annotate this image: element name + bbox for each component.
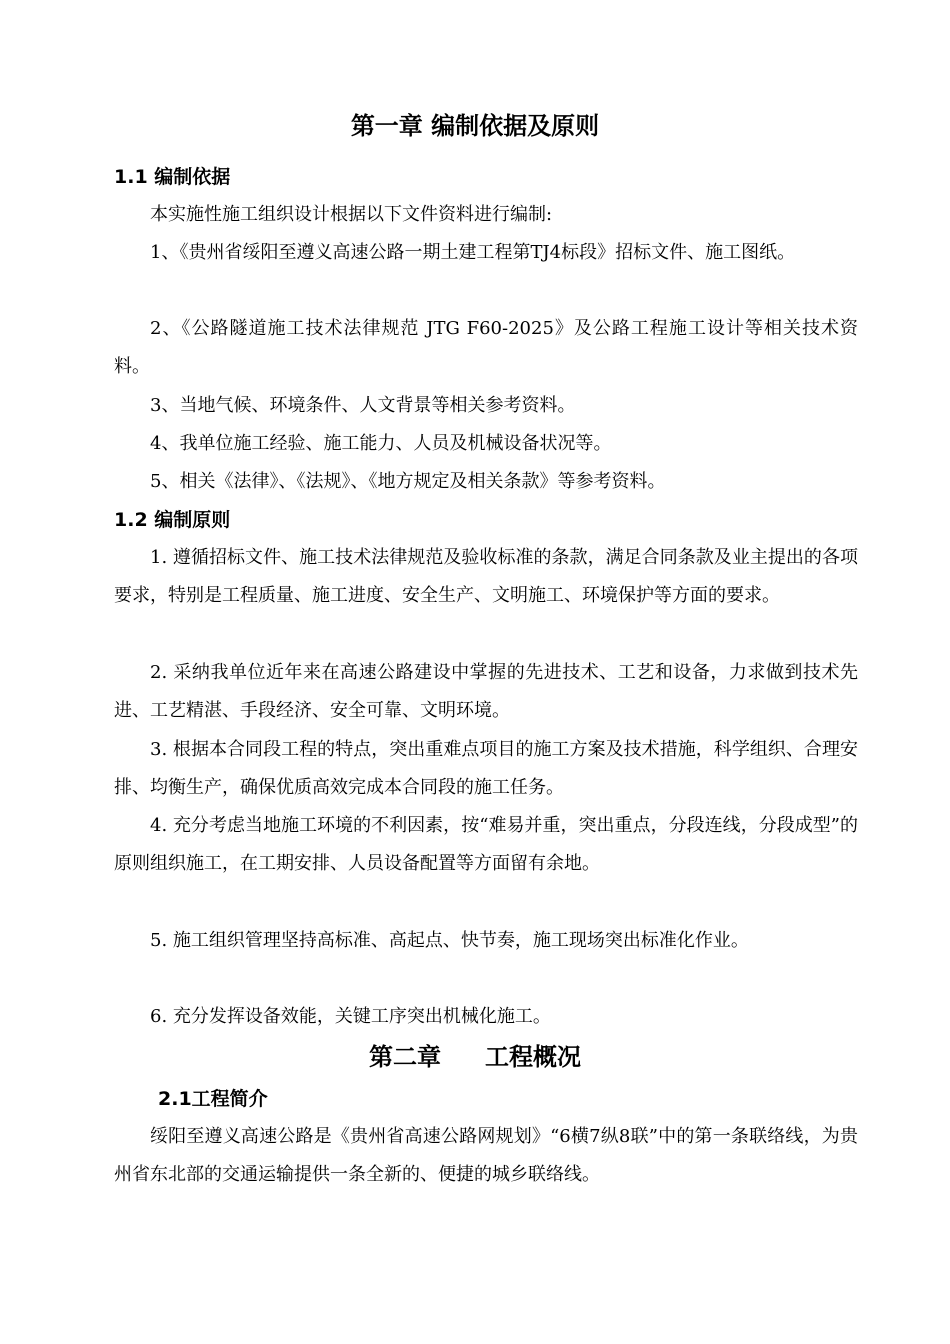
paragraph: 2. 采纳我单位近年来在高速公路建设中掌握的先进技术、工艺和设备，力求做到技术先进、工艺精湛、手段经济、安全可靠、文明环境。 (114, 662, 858, 721)
paragraph: 5、相关《法律》、《法规》、《地方规定及相关条款》等参考资料。 (150, 471, 666, 492)
paragraph: 6. 充分发挥设备效能，关键工序突出机械化施工。 (150, 1006, 551, 1027)
paragraph: 1. 遵循招标文件、施工技术法律规范及验收标准的条款，满足合同条款及业主提出的各项要求，特别是工程质量、施工进度、安全生产、文明施工、环境保护等方面的要求。 (114, 547, 858, 606)
paragraph: 绥阳至遵义高速公路是《贵州省高速公路网规划》“6横7纵8联”中的第一条联络线，为贵州省东北部的交通运输提供一条全新的、便捷的城乡联络线。 (114, 1126, 858, 1185)
section-1-2-heading: 1.2 编制原则 (114, 509, 231, 531)
chapter-2-number: 第二章 (369, 1043, 441, 1071)
chapter-2-title (0, 1042, 950, 1072)
paragraph: 3. 根据本合同段工程的特点，突出重难点项目的施工方案及技术措施，科学组织、合理安排、均衡生产，确保优质高效完成本合同段的施工任务。 (114, 739, 858, 798)
paragraph: 4. 充分考虑当地施工环境的不利因素，按“难易并重，突出重点，分段连线，分段成型”的原则组织施工，在工期安排、人员设备配置等方面留有余地。 (114, 815, 858, 874)
chapter-1-title: 第一章 编制依据及原则 (350, 112, 600, 140)
paragraph: 3、当地气候、环境条件、人文背景等相关参考资料。 (150, 395, 576, 416)
paragraph: 4、我单位施工经验、施工能力、人员及机械设备状况等。 (150, 433, 612, 454)
paragraph: 本实施性施工组织设计根据以下文件资料进行编制: (150, 204, 553, 225)
chapter-2-name: 工程概况 (485, 1043, 581, 1071)
section-1-1-heading: 1.1 编制依据 (114, 166, 231, 188)
section-2-1-heading: 2.1工程简介 (158, 1088, 268, 1110)
paragraph: 1、《贵州省绥阳至遵义高速公路一期土建工程第TJ4标段》招标文件、施工图纸。 (150, 242, 796, 263)
paragraph: 5. 施工组织管理坚持高标准、高起点、快节奏，施工现场突出标准化作业。 (150, 930, 749, 951)
paragraph: 2、《公路隧道施工技术法律规范 JTG F60-2025》及公路工程施工设计等相关技术资料。 (114, 318, 858, 377)
